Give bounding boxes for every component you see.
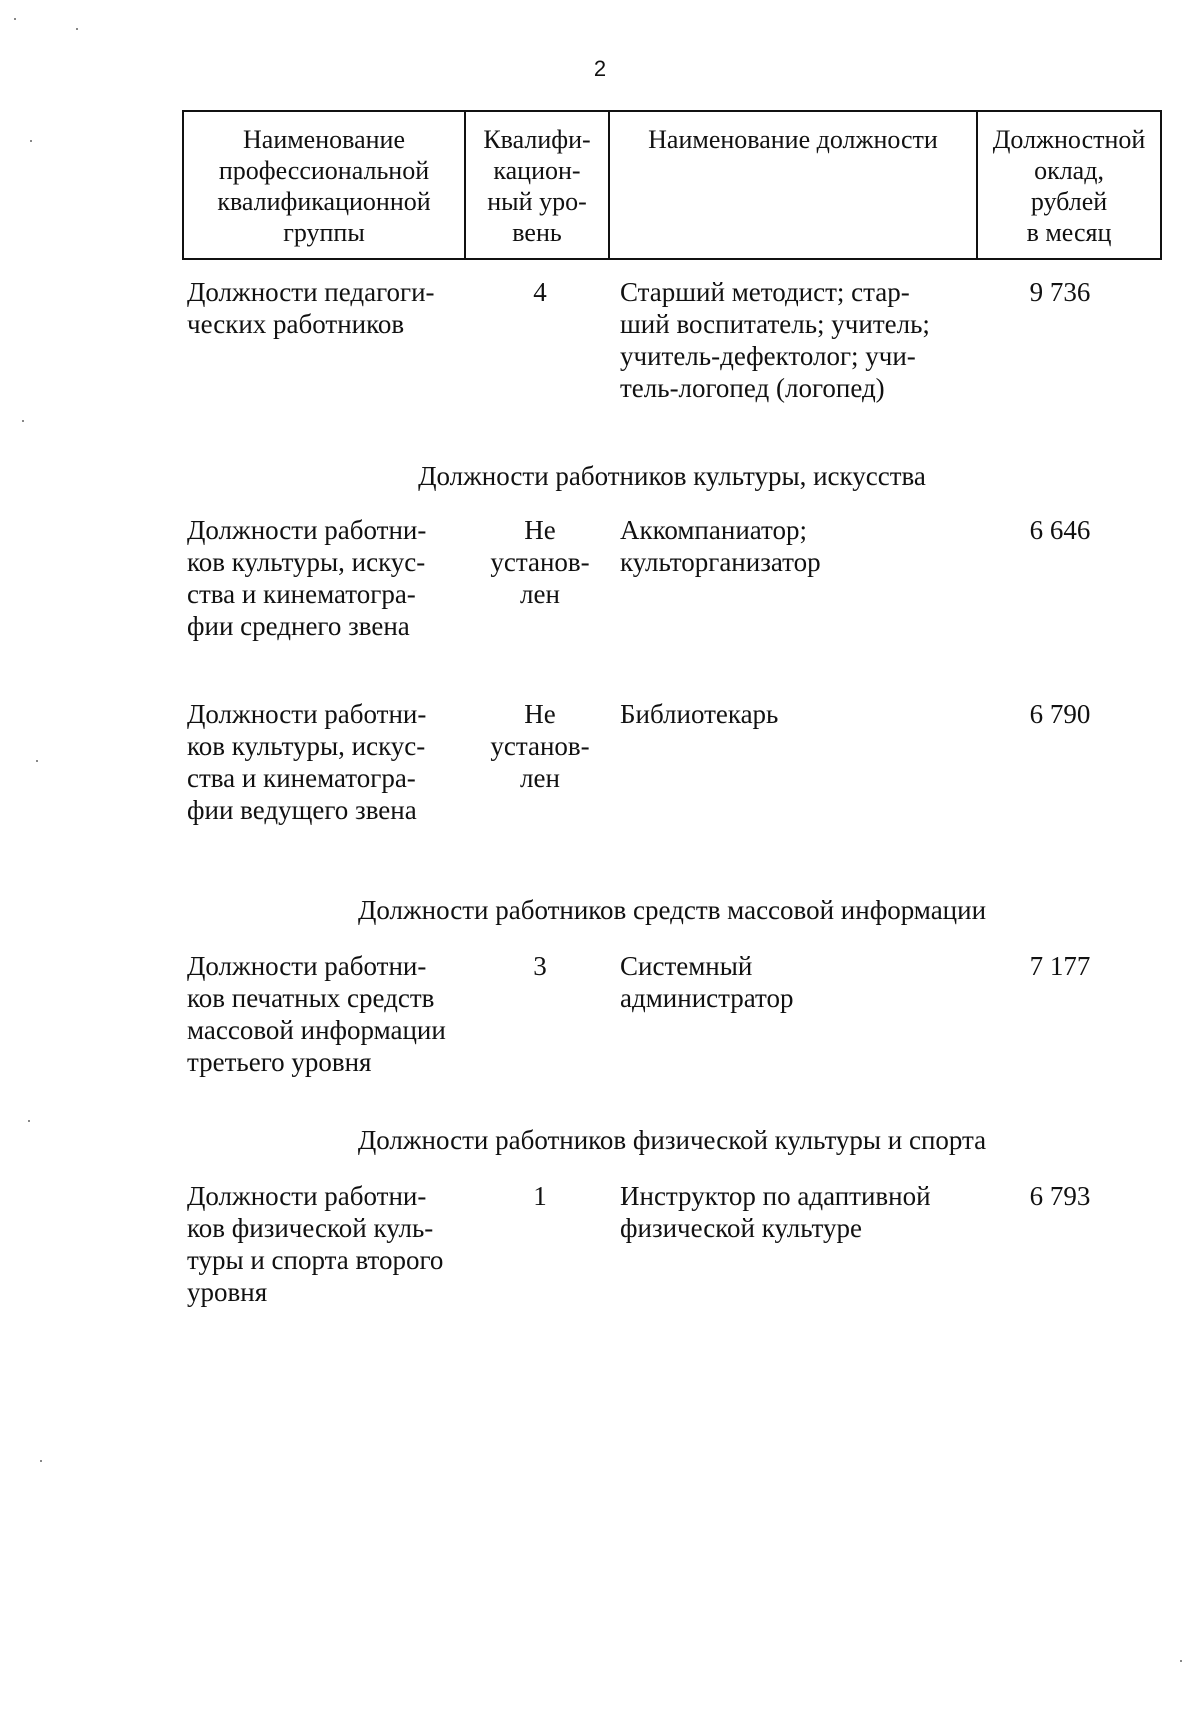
row-position-line: культорганизатор — [620, 547, 821, 577]
header-level-line: Квалифи- — [483, 125, 591, 154]
header-salary-cell — [977, 111, 1161, 259]
row-level-line: 3 — [533, 951, 547, 981]
scan-speck — [30, 140, 32, 142]
row-position — [620, 950, 966, 1014]
header-group-line: Наименование — [243, 125, 405, 154]
row-level — [470, 276, 610, 308]
header-level-line: ный уро- — [487, 187, 587, 216]
row-group-line: ческих работников — [187, 309, 405, 339]
row-position — [620, 698, 966, 730]
row-group-line: ков физической куль- — [187, 1213, 434, 1243]
row-group — [187, 1180, 465, 1308]
row-group-line: уровня — [187, 1277, 268, 1307]
row-group-line: фии среднего звена — [187, 611, 410, 641]
page-number: 2 — [593, 56, 607, 81]
header-salary-line: в месяц — [1026, 218, 1112, 247]
row-position-line: учитель-дефектолог; учи- — [620, 341, 916, 371]
section-title: Должности работников культуры, искусства — [418, 461, 926, 491]
header-group-line: квалификационной — [217, 187, 431, 216]
row-level-line: установ- — [490, 731, 590, 761]
scan-speck — [40, 1460, 42, 1462]
header-group-line: группы — [283, 218, 365, 247]
section-title: Должности работников физической культуры и спорта — [357, 1125, 987, 1155]
row-salary: 6 646 — [1029, 515, 1091, 545]
scan-speck — [28, 1120, 30, 1122]
row-position-line: Системный — [620, 951, 753, 981]
row-position-line: администратор — [620, 983, 794, 1013]
row-group-line: Должности работни- — [187, 1181, 427, 1211]
row-group-line: массовой информации — [187, 1015, 446, 1045]
row-salary: 7 177 — [1029, 951, 1091, 981]
row-group — [187, 950, 465, 1078]
row-level — [470, 950, 610, 982]
row-level-line: Не — [524, 515, 556, 545]
row-level — [470, 514, 610, 610]
row-level-line: лен — [520, 579, 560, 609]
row-level-line: 4 — [533, 277, 547, 307]
row-level-line: Не — [524, 699, 556, 729]
row-level — [470, 698, 610, 794]
scan-speck — [1180, 1660, 1182, 1662]
row-group-line: ства и кинематогра- — [187, 763, 416, 793]
row-level-line: 1 — [533, 1181, 547, 1211]
row-group-line: третьего уровня — [187, 1047, 372, 1077]
row-level-line: установ- — [490, 547, 590, 577]
row-group-line: ков печатных средств — [187, 983, 435, 1013]
row-position-line: Аккомпаниатор; — [620, 515, 807, 545]
row-group-line: ков культуры, искус- — [187, 731, 426, 761]
row-salary: 6 793 — [1029, 1181, 1091, 1211]
header-group-cell — [183, 111, 465, 259]
row-position-line: ший воспитатель; учитель; — [620, 309, 930, 339]
header-salary-line: Должностной — [992, 125, 1146, 154]
row-group-line: Должности педагоги- — [187, 277, 435, 307]
row-salary: 9 736 — [1029, 277, 1091, 307]
row-position-line: Библиотекарь — [620, 699, 779, 729]
scan-speck — [22, 420, 24, 422]
row-group-line: Должности работни- — [187, 951, 427, 981]
row-group-line: фии ведущего звена — [187, 795, 417, 825]
row-group — [187, 514, 465, 642]
header-level-cell — [465, 111, 609, 259]
row-group-line: ков культуры, искус- — [187, 547, 426, 577]
row-group — [187, 698, 465, 826]
header-salary-line: оклад, — [1034, 156, 1104, 185]
row-group — [187, 276, 465, 340]
row-position — [620, 1180, 966, 1244]
row-level — [470, 1180, 610, 1212]
scan-speck — [14, 18, 16, 20]
section-title: Должности работников средств массовой информации — [357, 895, 987, 925]
header-salary-line: рублей — [1030, 187, 1108, 216]
row-level-line: лен — [520, 763, 560, 793]
scan-speck — [36, 760, 38, 762]
scan-speck — [76, 28, 78, 30]
row-group-line: ства и кинематогра- — [187, 579, 416, 609]
row-position-line: Старший методист; стар- — [620, 277, 910, 307]
header-level-line: кацион- — [493, 156, 581, 185]
row-position-line: Инструктор по адаптивной — [620, 1181, 931, 1211]
row-group-line: туры и спорта второго — [187, 1245, 444, 1275]
header-position-cell — [609, 111, 977, 259]
header-position-line: Наименование должности — [648, 125, 938, 154]
row-salary: 6 790 — [1029, 699, 1091, 729]
row-position — [620, 514, 966, 578]
row-group-line: Должности работни- — [187, 515, 427, 545]
table-header — [182, 110, 1162, 260]
row-position-line: тель-логопед (логопед) — [620, 373, 885, 403]
header-group-line: профессиональной — [218, 156, 430, 185]
row-position-line: физической культуре — [620, 1213, 862, 1243]
row-group-line: Должности работни- — [187, 699, 427, 729]
row-position — [620, 276, 966, 404]
header-level-line: вень — [512, 218, 562, 247]
